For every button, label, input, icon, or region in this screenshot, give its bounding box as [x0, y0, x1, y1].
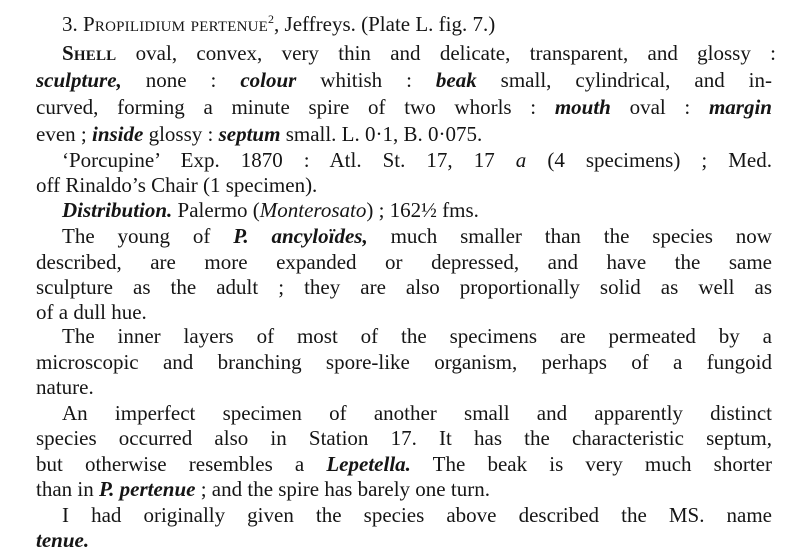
text-line [36, 476, 772, 503]
text-line [36, 249, 772, 276]
text-line [36, 67, 772, 94]
text-run: mouth [554, 95, 611, 119]
species-number: 3. [62, 12, 78, 36]
text-line [36, 425, 772, 452]
text-run: than in [36, 477, 99, 501]
text-run: The inner layers of most of the specimens are permeated by a [62, 324, 772, 348]
shell-label: Shell [62, 41, 117, 65]
text-line [36, 94, 772, 121]
text-line [36, 172, 772, 199]
text-line [62, 40, 776, 67]
text-run: P. ancyloïdes, [233, 224, 368, 248]
text-run: microscopic and branching spore-like organism, perhaps of a fungoid [36, 350, 772, 374]
text-line [62, 400, 772, 427]
text-run: small. L. 0·1, B. 0·075. [280, 122, 483, 146]
text-run: nature. [36, 375, 94, 399]
text-run: described, are more expanded or depressed, and have the same [36, 250, 772, 274]
text-run: whitish : [296, 68, 436, 92]
text-run: of a dull hue. [36, 300, 147, 324]
text-run: The young of [62, 224, 234, 248]
text-run: Lepetella. [326, 452, 411, 476]
text-run: An imperfect specimen of another small and apparently distinct [62, 401, 772, 425]
text-run: colour [240, 68, 297, 92]
text-run: ) ; 162½ fms. [366, 198, 479, 222]
text-run: (4 specimens) ; Med. [526, 148, 772, 172]
text-line [36, 451, 772, 478]
text-line [62, 147, 772, 174]
text-line [36, 299, 772, 326]
text-line [36, 527, 772, 554]
species-name: Propilidium pertenue [83, 12, 269, 36]
text-line [36, 374, 772, 401]
text-line [36, 121, 772, 148]
text-line [62, 323, 772, 350]
text-run: species occurred also in Station 17. It has the characteristic septum, [36, 426, 772, 450]
text-run: P. pertenue [99, 477, 196, 501]
text-line [36, 274, 772, 301]
text-run: oval, convex, very thin and delicate, transparent, and glossy : [116, 41, 776, 65]
text-run: even ; [36, 122, 92, 146]
text-run: glossy : [143, 122, 219, 146]
text-run: a [515, 148, 527, 172]
text-run: inside [91, 122, 144, 146]
text-line [36, 349, 772, 376]
footnote-marker: 2 [268, 12, 275, 26]
species-heading [62, 6, 752, 38]
text-line [62, 502, 772, 529]
text-run: but otherwise resembles a [36, 452, 327, 476]
text-run: The beak is very much shorter [410, 452, 772, 476]
text-run: sculpture, [36, 68, 122, 92]
text-line [62, 223, 772, 250]
text-run: margin [708, 95, 772, 119]
plate-reference: (Plate L. fig. 7.) [361, 12, 496, 36]
text-run: beak [435, 68, 477, 92]
distribution-line [62, 197, 772, 224]
text-run: none : [121, 68, 241, 92]
text-run: ‘Porcupine’ Exp. 1870 : Atl. St. 17, 17 [62, 148, 516, 172]
distribution-label: Distribution. [62, 198, 173, 222]
text-run: Palermo ( [172, 198, 260, 222]
text-run: I had originally given the species above described the MS. name [62, 503, 772, 527]
text-run: off Rinaldo’s Chair (1 specimen). [36, 173, 318, 197]
text-run: curved, forming a minute spire of two whorls : [36, 95, 555, 119]
species-author: , Jeffreys. [274, 12, 356, 36]
text-run: Monterosato [259, 198, 367, 222]
text-run: sculpture as the adult ; they are also proportionally solid as well as [36, 275, 772, 299]
text-run: ; and the spire has barely one turn. [195, 477, 490, 501]
text-run: tenue. [36, 528, 90, 552]
text-run: septum [218, 122, 281, 146]
text-run: oval : [610, 95, 709, 119]
text-run: small, cylindrical, and in- [476, 68, 772, 92]
text-run: much smaller than the species now [367, 224, 772, 248]
